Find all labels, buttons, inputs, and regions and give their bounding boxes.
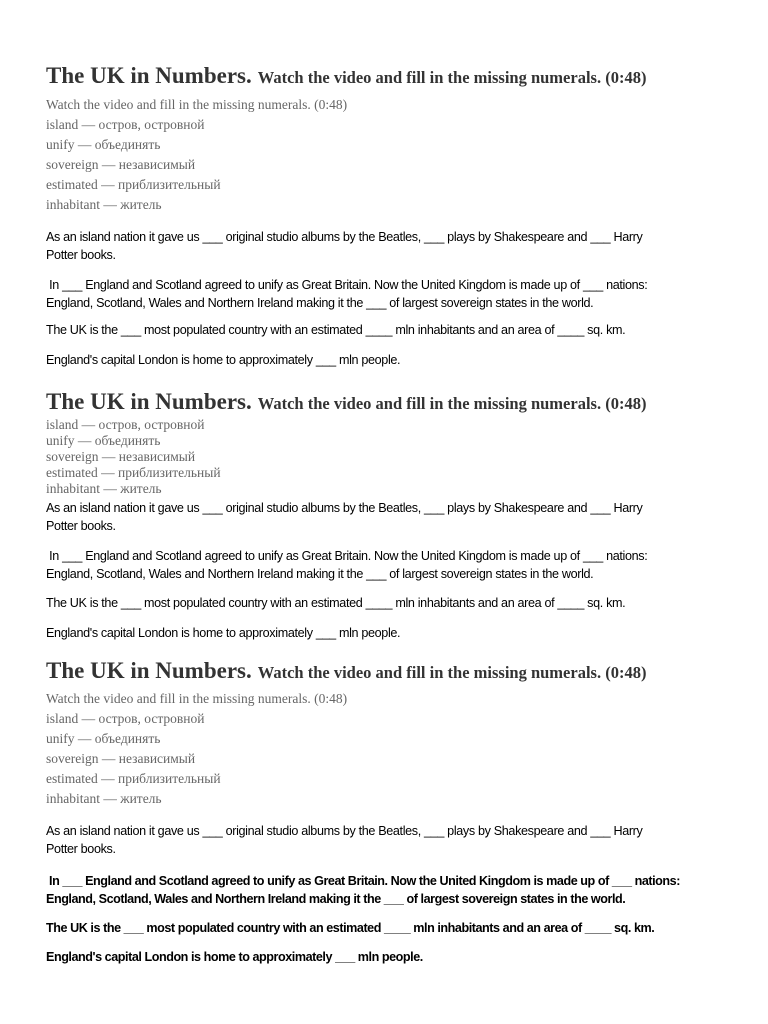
paragraph-line: As an island nation it gave us ___ original studio albums by the Beatles, ___ plays by Shakespeare and ___ Harry: [46, 824, 643, 838]
paragraph-line: As an island nation it gave us ___ original studio albums by the Beatles, ___ plays by Shakespeare and ___ Harry: [46, 501, 643, 515]
paragraph-line: England, Scotland, Wales and Northern Ireland making it the ___ of largest sovereign states in the world.: [46, 295, 594, 310]
vocab-item: unify — объединять: [46, 433, 161, 448]
worksheet-title: The UK in Numbers.: [46, 63, 252, 88]
paragraph-albums: [46, 229, 726, 264]
worksheet-block-3: [46, 658, 726, 966]
worksheet-title: The UK in Numbers.: [46, 658, 252, 683]
worksheet-block-2: [46, 389, 726, 642]
worksheet-block-1: [46, 63, 726, 369]
vocabulary-list: [46, 417, 726, 497]
worksheet-title: The UK in Numbers.: [46, 389, 252, 414]
paragraph-line: England, Scotland, Wales and Northern Ireland making it the ___ of largest sovereign states in the world.: [46, 892, 626, 906]
instruction-heading: Watch the video and fill in the missing numerals. (0:48): [257, 663, 647, 682]
paragraph-line: In ___ England and Scotland agreed to unify as Great Britain. Now the United Kingdom is made up of ___ nations:: [46, 278, 648, 292]
vocab-item: unify — объединять: [46, 731, 161, 746]
vocab-item: sovereign — независимый: [46, 157, 196, 172]
worksheet-title-line: [46, 63, 726, 89]
worksheet-title-line: [46, 658, 726, 684]
paragraph-line: In ___ England and Scotland agreed to unify as Great Britain. Now the United Kingdom is made up of ___ nations:: [46, 549, 648, 563]
paragraph-line: In ___ England and Scotland agreed to unify as Great Britain. Now the United Kingdom is made up of ___ nations:: [46, 874, 680, 888]
paragraph-population: The UK is the ___ most populated country with an estimated ____ mln inhabitants and an area of ____ sq. km.: [46, 596, 626, 610]
vocab-item: inhabitant — житель: [46, 791, 162, 806]
vocab-item: estimated — приблизительный: [46, 177, 221, 192]
vocab-item: inhabitant — житель: [46, 197, 162, 212]
vocab-item: island — остров, островной: [46, 117, 205, 132]
paragraph-line: England, Scotland, Wales and Northern Ireland making it the ___ of largest sovereign states in the world.: [46, 566, 594, 581]
instruction-subtitle: Watch the video and fill in the missing numerals. (0:48): [46, 97, 348, 112]
paragraph-unify: [46, 277, 726, 312]
paragraph-london: England's capital London is home to approximately ___ mln people.: [46, 625, 401, 640]
vocab-item: sovereign — независимый: [46, 449, 196, 464]
instruction-heading: Watch the video and fill in the missing numerals. (0:48): [257, 68, 647, 87]
vocab-item: inhabitant — житель: [46, 481, 162, 496]
vocab-item: unify — объединять: [46, 137, 161, 152]
vocab-item: estimated — приблизительный: [46, 465, 221, 480]
paragraph-london: England's capital London is home to approximately ___ mln people.: [46, 950, 423, 964]
vocab-item: estimated — приблизительный: [46, 771, 221, 786]
vocab-item: sovereign — независимый: [46, 751, 196, 766]
paragraph-line: Potter books.: [46, 841, 116, 856]
paragraph-population: The UK is the ___ most populated country with an estimated ____ mln inhabitants and an area of ____ sq. km.: [46, 921, 655, 935]
paragraph-london: England's capital London is home to approximately ___ mln people.: [46, 352, 401, 367]
instruction-heading: Watch the video and fill in the missing numerals. (0:48): [257, 394, 647, 413]
paragraph-line: As an island nation it gave us ___ original studio albums by the Beatles, ___ plays by Shakespeare and ___ Harry: [46, 230, 643, 244]
paragraph-line: Potter books.: [46, 518, 116, 533]
paragraph-unify: [46, 872, 726, 908]
instruction-subtitle: Watch the video and fill in the missing numerals. (0:48): [46, 691, 348, 706]
paragraph-population: The UK is the ___ most populated country with an estimated ____ mln inhabitants and an area of ____ sq. km.: [46, 323, 626, 337]
paragraph-albums: [46, 823, 726, 858]
vocabulary-list: [46, 709, 726, 809]
paragraph-unify: [46, 548, 726, 583]
vocab-item: island — остров, островной: [46, 711, 205, 726]
vocab-item: island — остров, островной: [46, 417, 205, 432]
worksheet-title-line: [46, 389, 726, 415]
paragraph-line: Potter books.: [46, 247, 116, 262]
vocabulary-list: [46, 115, 726, 215]
paragraph-albums: [46, 500, 726, 535]
